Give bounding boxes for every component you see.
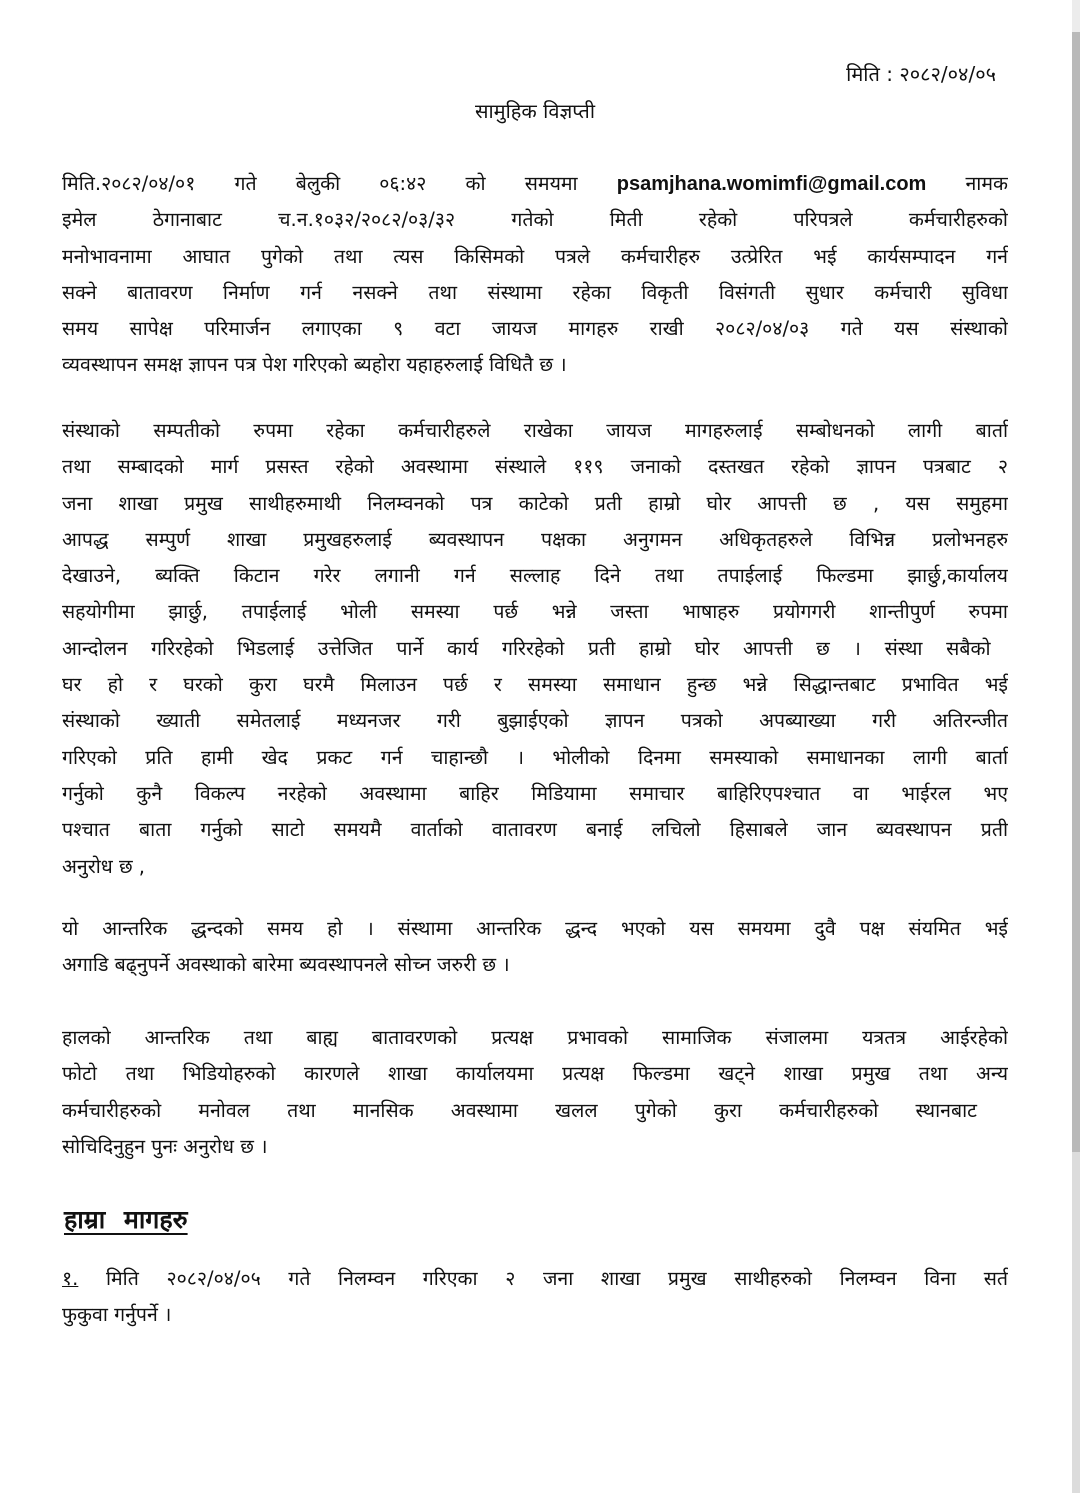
paragraph-line: घर हो र घरको कुरा घरमै मिलाउन पर्छ र समस्या समाधान हुन्छ भन्ने सिद्धान्तबाट प्रभावित भई [62, 673, 1008, 697]
paragraph-line: व्यवस्थापन समक्ष ज्ञापन पत्र पेश गरिएको ब्यहोरा यहाहरुलाई विधितै छ । [62, 353, 567, 377]
demand-text: मिति २०८२/०४/०५ गते निलम्वन गरिएका २ जना शाखा प्रमुख साथीहरुको निलम्वन विना सर्त [78, 1267, 1008, 1290]
paragraph-line [62, 166, 1008, 202]
line-text: नामक [926, 172, 1008, 195]
demand-line [62, 1261, 1008, 1297]
line-text: मिति.२०८२/०४/०१ गते बेलुकी ०६:४२ को समयमा [62, 172, 617, 195]
date-line: मिति : २०८२/०४/०५ [846, 62, 996, 86]
demand-item-1 [62, 1261, 1008, 1334]
paragraph-line: इमेल ठेगानाबाट च.न.१०३२/२०८२/०३/३२ गतेको मिती रहेको परिपत्रले कर्मचारीहरुको [62, 208, 1008, 232]
paragraph-line: पश्चात बाता गर्नुको साटो समयमै वार्ताको वातावरण बनाई लचिलो हिसाबले जान ब्यवस्थापन प्रती [62, 818, 1008, 842]
paragraph-line: यो आन्तरिक द्धन्दको समय हो । संस्थामा आन्तरिक द्धन्द भएको यस समयमा दुवै पक्ष संयमित भई [62, 917, 1008, 940]
paragraph-line: कर्मचारीहरुको मनोवल तथा मानसिक अवस्थामा खलल पुगेको कुरा कर्मचारीहरुको स्थानबाट [62, 1098, 978, 1122]
page-edge-top [1072, 0, 1080, 32]
paragraph-line: गरिएको प्रति हामी खेद प्रकट गर्न चाहान्छौ । भोलीको दिनमा समस्याको समाधानका लागी बार्ता [62, 745, 1008, 769]
paragraph-line: फोटो तथा भिडियोहरुको कारणले शाखा कार्यालयमा प्रत्यक्ष फिल्डमा खट्ने शाखा प्रमुख तथा अन्य [62, 1062, 1008, 1086]
demand-number: १. [62, 1267, 79, 1290]
paragraph-line: सहयोगीमा झार्छु, तपाईलाई भोली समस्या पर्छ भन्ने जस्ता भाषाहरु प्रयोगगरी शान्तीपुर्ण रुपमा [62, 600, 1008, 624]
paragraph-line: मनोभावनामा आघात पुगेको तथा त्यस किसिमको पत्रले कर्मचारीहरु उत्प्रेरित भई कार्यसम्पादन गर्न [62, 244, 1008, 268]
paragraph-line: अनुरोध छ , [62, 854, 146, 878]
paragraph-line: तथा सम्बादको मार्ग प्रसस्त रहेको अवस्थामा संस्थाले ११९ जनाको दस्तखत रहेको ज्ञापन पत्रबाट २ [62, 455, 1008, 479]
paragraph-line: अगाडि बढ्नुपर्ने अवस्थाको बारेमा ब्यवस्थापनले सोच्न जरुरी छ । [62, 953, 510, 977]
page-edge-strip [1072, 0, 1080, 1493]
page-edge-shadow [1072, 32, 1080, 1152]
email-address: psamjhana.womimfi@gmail.com [616, 173, 927, 195]
paragraph-2 [62, 413, 1008, 885]
paragraph-line: देखाउने, ब्यक्ति किटान गरेर लगानी गर्न सल्लाह दिने तथा तपाईलाई फिल्डमा झार्छु,कार्यालय [62, 564, 1008, 588]
document-title: सामुहिक विज्ञप्ती [474, 99, 596, 123]
demand-line: फुकुवा गर्नुपर्ने । [62, 1303, 172, 1327]
document-page [62, 0, 1008, 1493]
paragraph-line: हालको आन्तरिक तथा बाह्य बातावरणको प्रत्यक्ष प्रभावको सामाजिक संजालमा यत्रतत्र आईरहेको [62, 1026, 1008, 1049]
paragraph-3 [62, 911, 1008, 984]
paragraph-line: संस्थाको ख्याती समेतलाई मध्यनजर गरी बुझाईएको ज्ञापन पत्रको अपब्याख्या गरी अतिरन्जीत [62, 709, 1008, 733]
paragraph-line: जना शाखा प्रमुख साथीहरुमाथी निलम्वनको पत्र काटेको प्रती हाम्रो घोर आपत्ती छ , यस समुहमा [62, 491, 1008, 515]
demands-heading: हाम्रा मागहरु [64, 1205, 188, 1234]
paragraph-line: गर्नुको कुनै विकल्प नरहेको अवस्थामा बाहिर मिडियामा समाचार बाहिरिएपश्चात वा भाईरल भए [62, 781, 1008, 805]
paragraph-line: सक्ने बातावरण निर्माण गर्न नसक्ने तथा संस्थामा रहेका विकृती विसंगती सुधार कर्मचारी सुविधा [62, 280, 1008, 304]
paragraph-line: समय सापेक्ष परिमार्जन लगाएका ९ वटा जायज मागहरु राखी २०८२/०४/०३ गते यस संस्थाको [62, 317, 1008, 341]
paragraph-line: आपद्ध सम्पुर्ण शाखा प्रमुखहरुलाई ब्यवस्थापन पक्षका अनुगमन अधिकृतहरुले विभिन्न प्रलोभनहरु [62, 527, 1008, 551]
paragraph-1 [62, 166, 1008, 384]
paragraph-line: सोचिदिनुहुन पुनः अनुरोध छ । [62, 1134, 268, 1158]
paragraph-line: संस्थाको सम्पतीको रुपमा रहेका कर्मचारीहरुले राखेका जायज मागहरुलाई सम्बोधनको लागी बार्ता [62, 419, 1008, 442]
paragraph-4 [62, 1020, 1008, 1165]
paragraph-line: आन्दोलन गरिरहेको भिडलाई उत्तेजित पार्ने कार्य गरिरहेको प्रती हाम्रो घोर आपत्ती छ । संस्था सबैको [62, 636, 991, 660]
